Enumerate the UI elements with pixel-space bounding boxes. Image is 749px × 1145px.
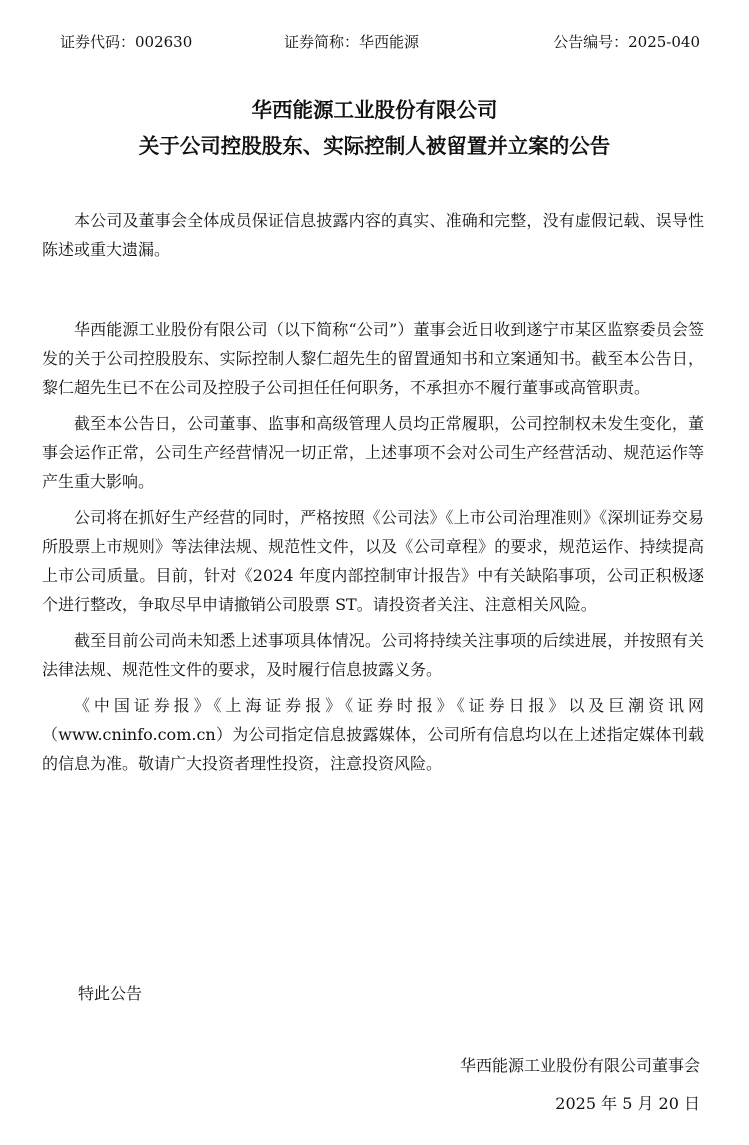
announcement-subject: 关于公司控股股东、实际控制人被留置并立案的公告 [138,134,611,158]
announcement-body [42,315,704,785]
closing-remark: 特此公告 [78,984,143,1003]
declaration [42,206,704,264]
announcement-number: 公告编号：2025-040 [553,33,700,51]
body-paragraph: 公司将在抓好生产经营的同时，严格按照《公司法》《上市公司治理准则》《深圳证券交易所股票上市规则》等法律法规、规范性文件，以及《公司章程》的要求，规范运作、持续提高上市公司质量。目前，针对《2024 年度内部控制审计报告》中有关缺陷事项，公司正积极逐个进行整改，争取尽早申请撤销公司股票 ST。请投资者关注、注意相关风险。 [42,508,704,614]
body-paragraph: 华西能源工业股份有限公司（以下简称“公司”）董事会近日收到遂宁市某区监察委员会签发的关于公司控股股东、实际控制人黎仁超先生的留置通知书和立案通知书。截至本公告日，黎仁超先生已不在公司及控股子公司担任任何职务，不承担亦不履行董事或高管职责。 [42,320,704,397]
body-paragraph: 截至目前公司尚未知悉上述事项具体情况。公司将持续关注事项的后续进展，并按照有关法律法规、规范性文件的要求，及时履行信息披露义务。 [42,631,704,679]
body-paragraph: 《中国证券报》《上海证券报》《证券时报》《证券日报》以及巨潮资讯网（www.cninfo.com.cn）为公司指定信息披露媒体，公司所有信息均以在上述指定媒体刊载的信息为准。敬请广大投资者理性投资，注意投资风险。 [42,696,704,773]
declaration-text: 本公司及董事会全体成员保证信息披露内容的真实、准确和完整，没有虚假记载、误导性陈述或重大遗漏。 [42,211,704,259]
stock-abbreviation: 证券简称：华西能源 [284,33,420,51]
body-paragraph: 截至本公告日，公司董事、监事和高级管理人员均正常履职，公司控制权未发生变化，董事会运作正常，公司生产经营情况一切正常，上述事项不会对公司生产经营活动、规范运作等产生重大影响。 [42,414,704,491]
stock-code: 证券代码：002630 [60,33,193,51]
signature-board: 华西能源工业股份有限公司董事会 [459,1056,700,1075]
signature-date: 2025 年 5 月 20 日 [555,1094,700,1113]
document-header [0,30,749,54]
company-title: 华西能源工业股份有限公司 [251,98,498,122]
